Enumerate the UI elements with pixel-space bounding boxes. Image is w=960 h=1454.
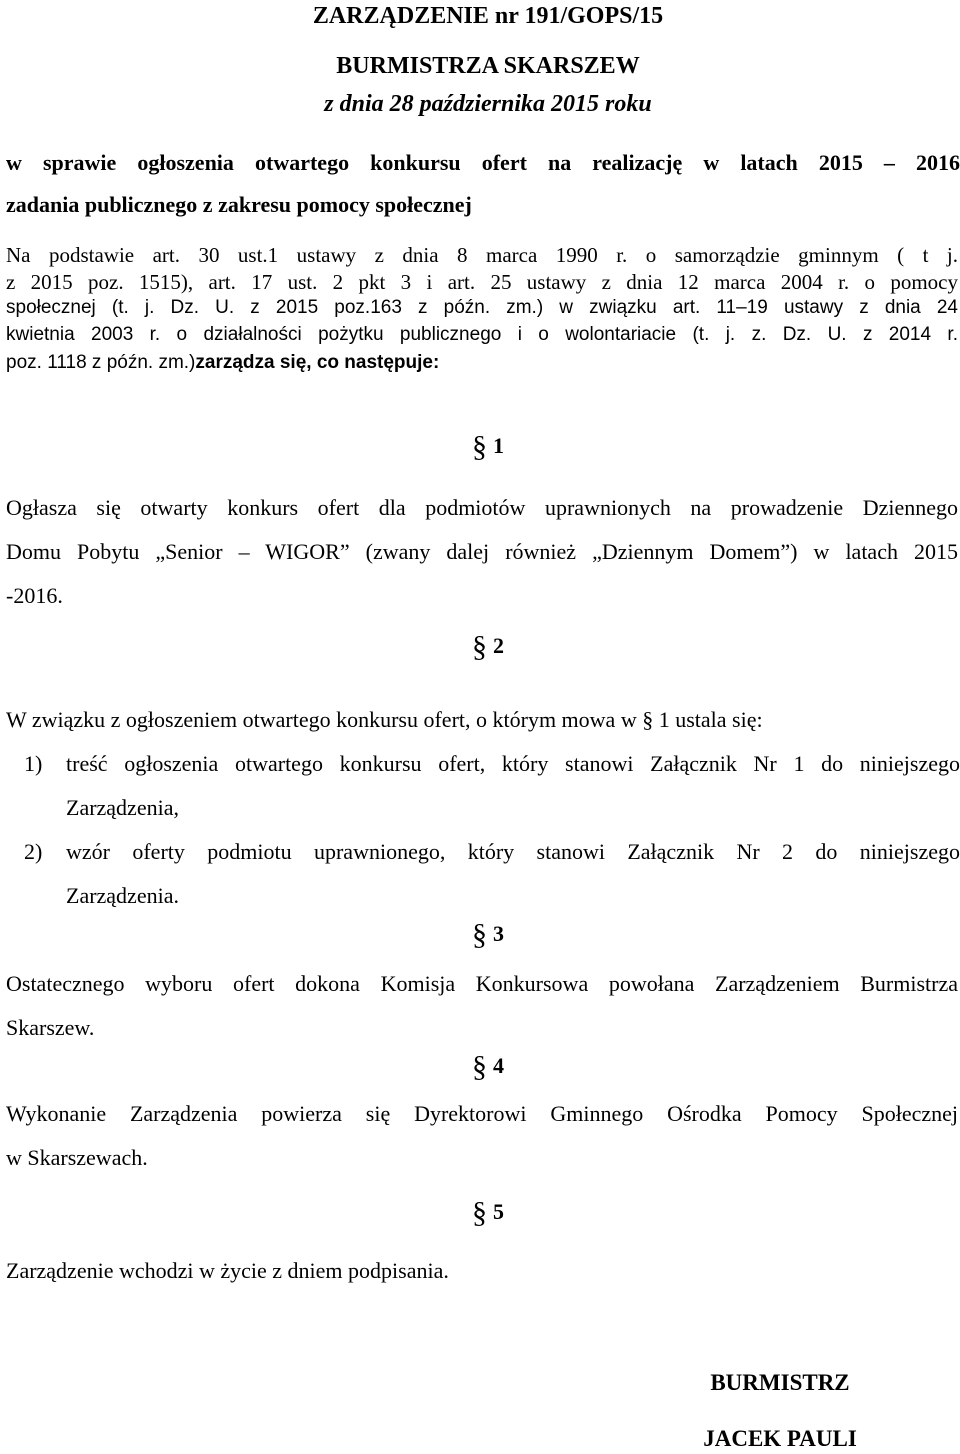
signature-name: JACEK PAULI bbox=[703, 1426, 857, 1451]
section-number: 4 bbox=[493, 1053, 504, 1078]
list-item-line-2: Zarządzenia, bbox=[66, 795, 179, 820]
section-symbol: § bbox=[472, 630, 487, 663]
section-5-heading bbox=[0, 1196, 960, 1230]
section-symbol: § bbox=[472, 1050, 487, 1083]
section-1-line-2: Domu Pobytu „Senior – WIGOR” (zwany dalej również „Dziennym Domem”) w latach 2015 bbox=[6, 539, 958, 564]
list-item-text bbox=[66, 742, 960, 830]
list-item-line-1: wzór oferty podmiotu uprawnionego, który stanowi Załącznik Nr 2 do niniejszego bbox=[66, 839, 960, 864]
section-5-text: Zarządzenie wchodzi w życie z dniem podpisania. bbox=[6, 1258, 449, 1283]
section-4-line-1: Wykonanie Zarządzenia powierza się Dyrektorowi Gminnego Ośrodka Pomocy Społecznej bbox=[6, 1101, 958, 1126]
document-title: ZARZĄDZENIE nr 191/GOPS/15 bbox=[312, 3, 664, 29]
section-1-heading bbox=[0, 430, 960, 464]
section-3-heading bbox=[0, 918, 960, 952]
section-4-heading bbox=[0, 1050, 960, 1084]
section-number: 2 bbox=[493, 633, 504, 658]
list-item-line-2: Zarządzenia. bbox=[66, 883, 179, 908]
issuing-authority: BURMISTRZA SKARSZEW bbox=[336, 53, 640, 79]
subject-line-2: zadania publicznego z zakresu pomocy społecznej bbox=[6, 192, 472, 217]
section-symbol: § bbox=[472, 918, 487, 951]
section-3-line-1: Ostatecznego wyboru ofert dokona Komisja Konkursowa powołana Zarządzeniem Burmistrza bbox=[6, 971, 958, 996]
section-1-text bbox=[6, 486, 958, 618]
section-number: 1 bbox=[493, 433, 504, 458]
section-3-line-2: Skarszew. bbox=[6, 1015, 95, 1040]
section-symbol: § bbox=[472, 430, 487, 463]
list-item bbox=[6, 830, 960, 918]
list-item-line-1: treść ogłoszenia otwartego konkursu ofert, który stanowi Załącznik Nr 1 do niniejszego bbox=[66, 751, 960, 776]
document-subject bbox=[6, 142, 960, 226]
legal-basis bbox=[6, 242, 958, 375]
legal-basis-decree-phrase: zarządza się, co następuje: bbox=[195, 352, 440, 373]
legal-basis-line-3: społecznej (t. j. Dz. U. z 2015 poz.163 z późn. zm.) w związku art. 11–19 ustawy z dnia 24 bbox=[6, 297, 958, 318]
subject-line-1: w sprawie ogłoszenia otwartego konkursu ofert na realizację w latach 2015 – 2016 bbox=[6, 150, 960, 175]
section-4-text bbox=[6, 1092, 958, 1180]
section-4-line-2: w Skarszewach. bbox=[6, 1145, 148, 1170]
legal-basis-line-4: kwietnia 2003 r. o działalności pożytku publicznego i o wolontariacie (t. j. z. Dz. U. z 2014 r. bbox=[6, 323, 958, 345]
section-symbol: § bbox=[472, 1196, 487, 1229]
section-1-line-1: Ogłasza się otwarty konkurs ofert dla podmiotów uprawnionych na prowadzenie Dziennego bbox=[6, 495, 958, 520]
section-1-line-3: -2016. bbox=[6, 583, 63, 608]
document-date: z dnia 28 października 2015 roku bbox=[324, 91, 652, 117]
list-item-number: 1) bbox=[24, 751, 43, 776]
legal-basis-line-5-plain: poz. 1118 z późn. zm.) bbox=[6, 352, 196, 373]
section-number: 3 bbox=[493, 921, 504, 946]
list-item bbox=[6, 742, 960, 830]
legal-basis-line-2: z 2015 poz. 1515), art. 17 ust. 2 pkt 3 i art. 25 ustawy z dnia 12 marca 2004 r. o pomocy bbox=[6, 269, 958, 294]
section-2-heading bbox=[0, 630, 960, 664]
section-2-intro: W związku z ogłoszeniem otwartego konkursu ofert, o którym mowa w § 1 ustala się: bbox=[6, 707, 763, 732]
legal-basis-line-1: Na podstawie art. 30 ust.1 ustawy z dnia 8 marca 1990 r. o samorządzie gminnym ( t j. bbox=[6, 243, 958, 267]
section-3-text bbox=[6, 962, 958, 1050]
section-number: 5 bbox=[493, 1199, 504, 1224]
list-item-number: 2) bbox=[24, 839, 43, 864]
signature-title: BURMISTRZ bbox=[710, 1370, 850, 1395]
list-item-text bbox=[66, 830, 960, 918]
legal-basis-line-5 bbox=[6, 348, 958, 375]
